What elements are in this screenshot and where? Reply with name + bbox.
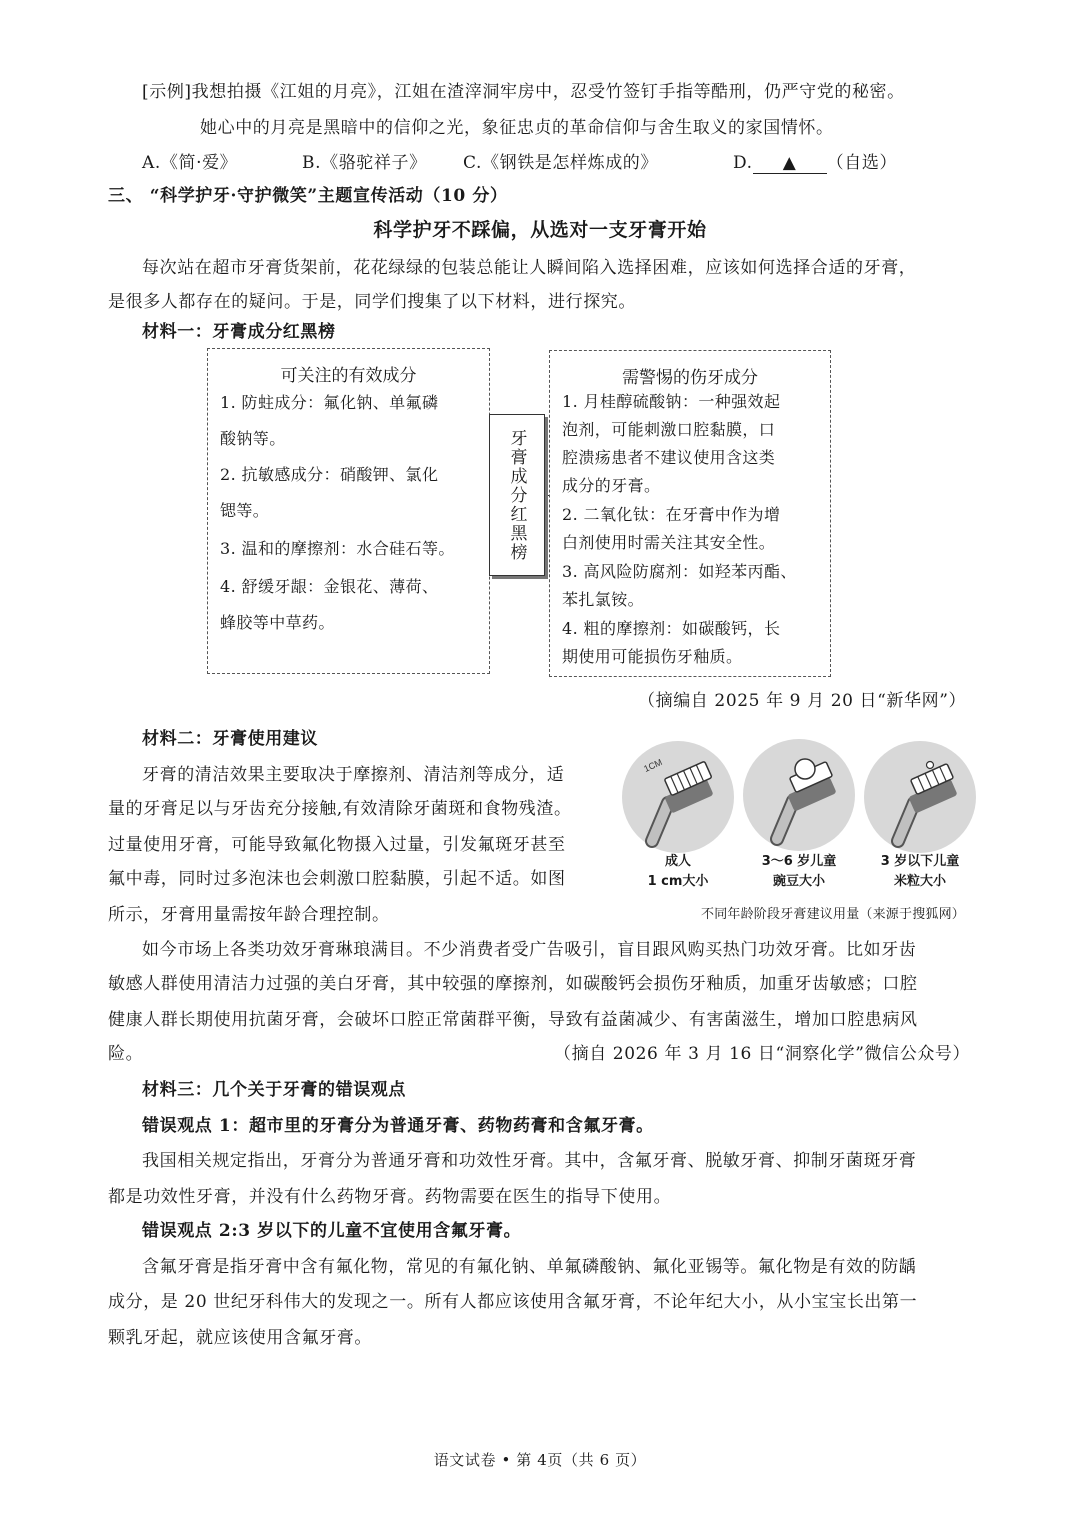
harmful-line: 3. 高风险防腐剂：如羟苯丙酯、 xyxy=(562,562,797,581)
wrong-view-2-text-line: 含氟牙膏是指牙膏中含有氟化物，常见的有氟化钠、单氟磷酸钠、氟化亚锡等。氟化物是有效的防龋 xyxy=(142,1257,917,1277)
material-2-para1-line: 氟中毒，同时过多泡沫也会刺激口腔黏膜，引起不适。如图 xyxy=(108,869,566,889)
article-title: 科学护牙不踩偏，从选对一支牙膏开始 xyxy=(373,219,707,241)
material-2-para2-line: 敏感人群使用清洁力过强的美白牙膏，其中较强的摩擦剂，如碳酸钙会损伤牙釉质，加重牙齿敏感；口腔 xyxy=(108,974,918,994)
option-b: B.《骆驼祥子》 xyxy=(302,153,427,173)
figure-caption: 不同年龄阶段牙膏建议用量（来源于搜狐网） xyxy=(701,907,966,922)
adult-amount: 1 cm大小 xyxy=(647,874,709,889)
effective-line: 3. 温和的摩擦剂：水合硅石等。 xyxy=(220,539,455,558)
effective-ingredients-box xyxy=(207,348,490,674)
material-2-para1-line: 量的牙膏足以与牙齿充分接触,有效清除牙菌斑和食物残渣。 xyxy=(108,799,572,819)
child-3-6-amount: 豌豆大小 xyxy=(772,874,825,889)
child-under-3-amount: 米粒大小 xyxy=(893,874,946,889)
material-1-heading: 材料一：牙膏成分红黑榜 xyxy=(142,322,336,342)
wrong-view-2-text-line: 颗乳牙起，就应该使用含氟牙膏。 xyxy=(108,1328,372,1348)
material-2-para1-line: 所示，牙膏用量需按年龄合理控制。 xyxy=(108,905,390,925)
wrong-view-1-heading: 错误观点 1：超市里的牙膏分为普通牙膏、药物药膏和含氟牙膏。 xyxy=(142,1116,654,1136)
wrong-view-1-text-line: 都是功效性牙膏，并没有什么药物牙膏。药物需要在医生的指导下使用。 xyxy=(108,1187,672,1207)
wrong-view-2-heading: 错误观点 2:3 岁以下的儿童不宜使用含氟牙膏。 xyxy=(142,1221,522,1241)
material-2-para1-line: 牙膏的清洁效果主要取决于摩擦剂、清洁剂等成分，适 xyxy=(142,765,565,785)
intro-line-2: 是很多人都存在的疑问。于是，同学们搜集了以下材料，进行探究。 xyxy=(108,292,636,312)
example-line-1: [示例]我想拍摄《江姐的月亮》，江姐在渣滓洞牢房中，忍受竹签钉手指等酷刑，仍严守党的秘密。 xyxy=(142,82,905,102)
child-under-3-toothbrush-illustration xyxy=(864,741,976,853)
intro-line-1: 每次站在超市牙膏货架前，花花绿绿的包装总能让人瞬间陷入选择困难，应该如何选择合适的牙膏， xyxy=(142,258,917,278)
effective-line: 4. 舒缓牙龈：金银花、薄荷、 xyxy=(220,577,439,596)
material-2-para1-line: 过量使用牙膏，可能导致氟化物摄入过量，引发氟斑牙甚至 xyxy=(108,835,566,855)
effective-line: 蜂胶等中草药。 xyxy=(220,613,335,632)
page-footer: 语文试卷 • 第 4页（共 6 页） xyxy=(433,1451,647,1469)
option-d xyxy=(733,151,897,175)
material-2-para2-line: 险。 xyxy=(108,1044,144,1064)
adult-label: 成人 xyxy=(664,854,691,869)
child-3-6-label: 3～6 岁儿童 xyxy=(761,854,837,869)
child-under-3-label: 3 岁以下儿童 xyxy=(880,854,960,869)
option-d-suffix: （自选） xyxy=(826,153,898,173)
harmful-line: 期使用可能损伤牙釉质。 xyxy=(562,647,743,666)
option-d-prefix: D. xyxy=(733,153,753,173)
effective-line: 1. 防蛀成分：氟化钠、单氟磷 xyxy=(220,393,439,412)
option-a: A.《简·爱》 xyxy=(142,153,238,173)
red-black-list-label: 牙膏成分红黑榜 xyxy=(489,414,545,576)
material-1-source: （摘编自 2025 年 9 月 20 日“新华网”） xyxy=(638,691,967,711)
harmful-line: 泡剂，可能刺激口腔黏膜，口 xyxy=(562,420,776,439)
harmful-line: 苯扎氯铵。 xyxy=(562,590,645,609)
wrong-view-1-text-line: 我国相关规定指出，牙膏分为普通牙膏和功效性牙膏。其中，含氟牙膏、脱敏牙膏、抑制牙菌斑牙膏 xyxy=(142,1151,917,1171)
child-3-6-toothbrush-illustration xyxy=(743,739,855,851)
material-3-heading: 材料三：几个关于牙膏的错误观点 xyxy=(142,1080,406,1100)
effective-line: 2. 抗敏感成分：硝酸钾、氯化 xyxy=(220,465,439,484)
option-c: C.《钢铁是怎样炼成的》 xyxy=(463,153,659,173)
harmful-line: 1. 月桂醇硫酸钠：一种强效起 xyxy=(562,392,781,411)
example-line-2: 她心中的月亮是黑暗中的信仰之光，象征忠贞的革命信仰与舍生取义的家国情怀。 xyxy=(200,118,834,138)
harmful-line: 4. 粗的摩擦剂：如碳酸钙，长 xyxy=(562,619,781,638)
material-2-heading: 材料二：牙膏使用建议 xyxy=(142,729,318,749)
harmful-line: 成分的牙膏。 xyxy=(562,476,661,495)
section-3-heading: 三、 “科学护牙·守护微笑”主题宣传活动（10 分） xyxy=(108,186,508,206)
material-2-para2-line: 健康人群长期使用抗菌牙膏，会破坏口腔正常菌群平衡，导致有益菌减少、有害菌滋生，增加口腔患病风 xyxy=(108,1010,918,1030)
harmful-line: 2. 二氧化钛：在牙膏中作为增 xyxy=(562,505,781,524)
adult-toothbrush-illustration xyxy=(622,741,734,853)
option-d-blank: ▲ xyxy=(753,153,827,174)
material-2-source: （摘自 2026 年 3 月 16 日“洞察化学”微信公众号） xyxy=(554,1044,971,1064)
harmful-ingredients-title: 需警惕的伤牙成分 xyxy=(622,368,758,388)
harmful-line: 白剂使用时需关注其安全性。 xyxy=(562,533,776,552)
effective-ingredients-title: 可关注的有效成分 xyxy=(280,366,417,386)
effective-line: 锶等。 xyxy=(220,501,270,520)
material-2-para2-line: 如今市场上各类功效牙膏琳琅满目。不少消费者受广告吸引，盲目跟风购买热门功效牙膏。比如牙齿 xyxy=(142,940,917,960)
one-cm-mark: 1CM xyxy=(642,757,664,774)
effective-line: 酸钠等。 xyxy=(220,429,286,448)
harmful-line: 腔溃疡患者不建议使用含这类 xyxy=(562,448,776,467)
harmful-ingredients-box xyxy=(549,350,831,677)
wrong-view-2-text-line: 成分，是 20 世纪牙科伟大的发现之一。所有人都应该使用含氟牙膏，不论年纪大小，从小宝宝长出第一 xyxy=(108,1292,918,1312)
